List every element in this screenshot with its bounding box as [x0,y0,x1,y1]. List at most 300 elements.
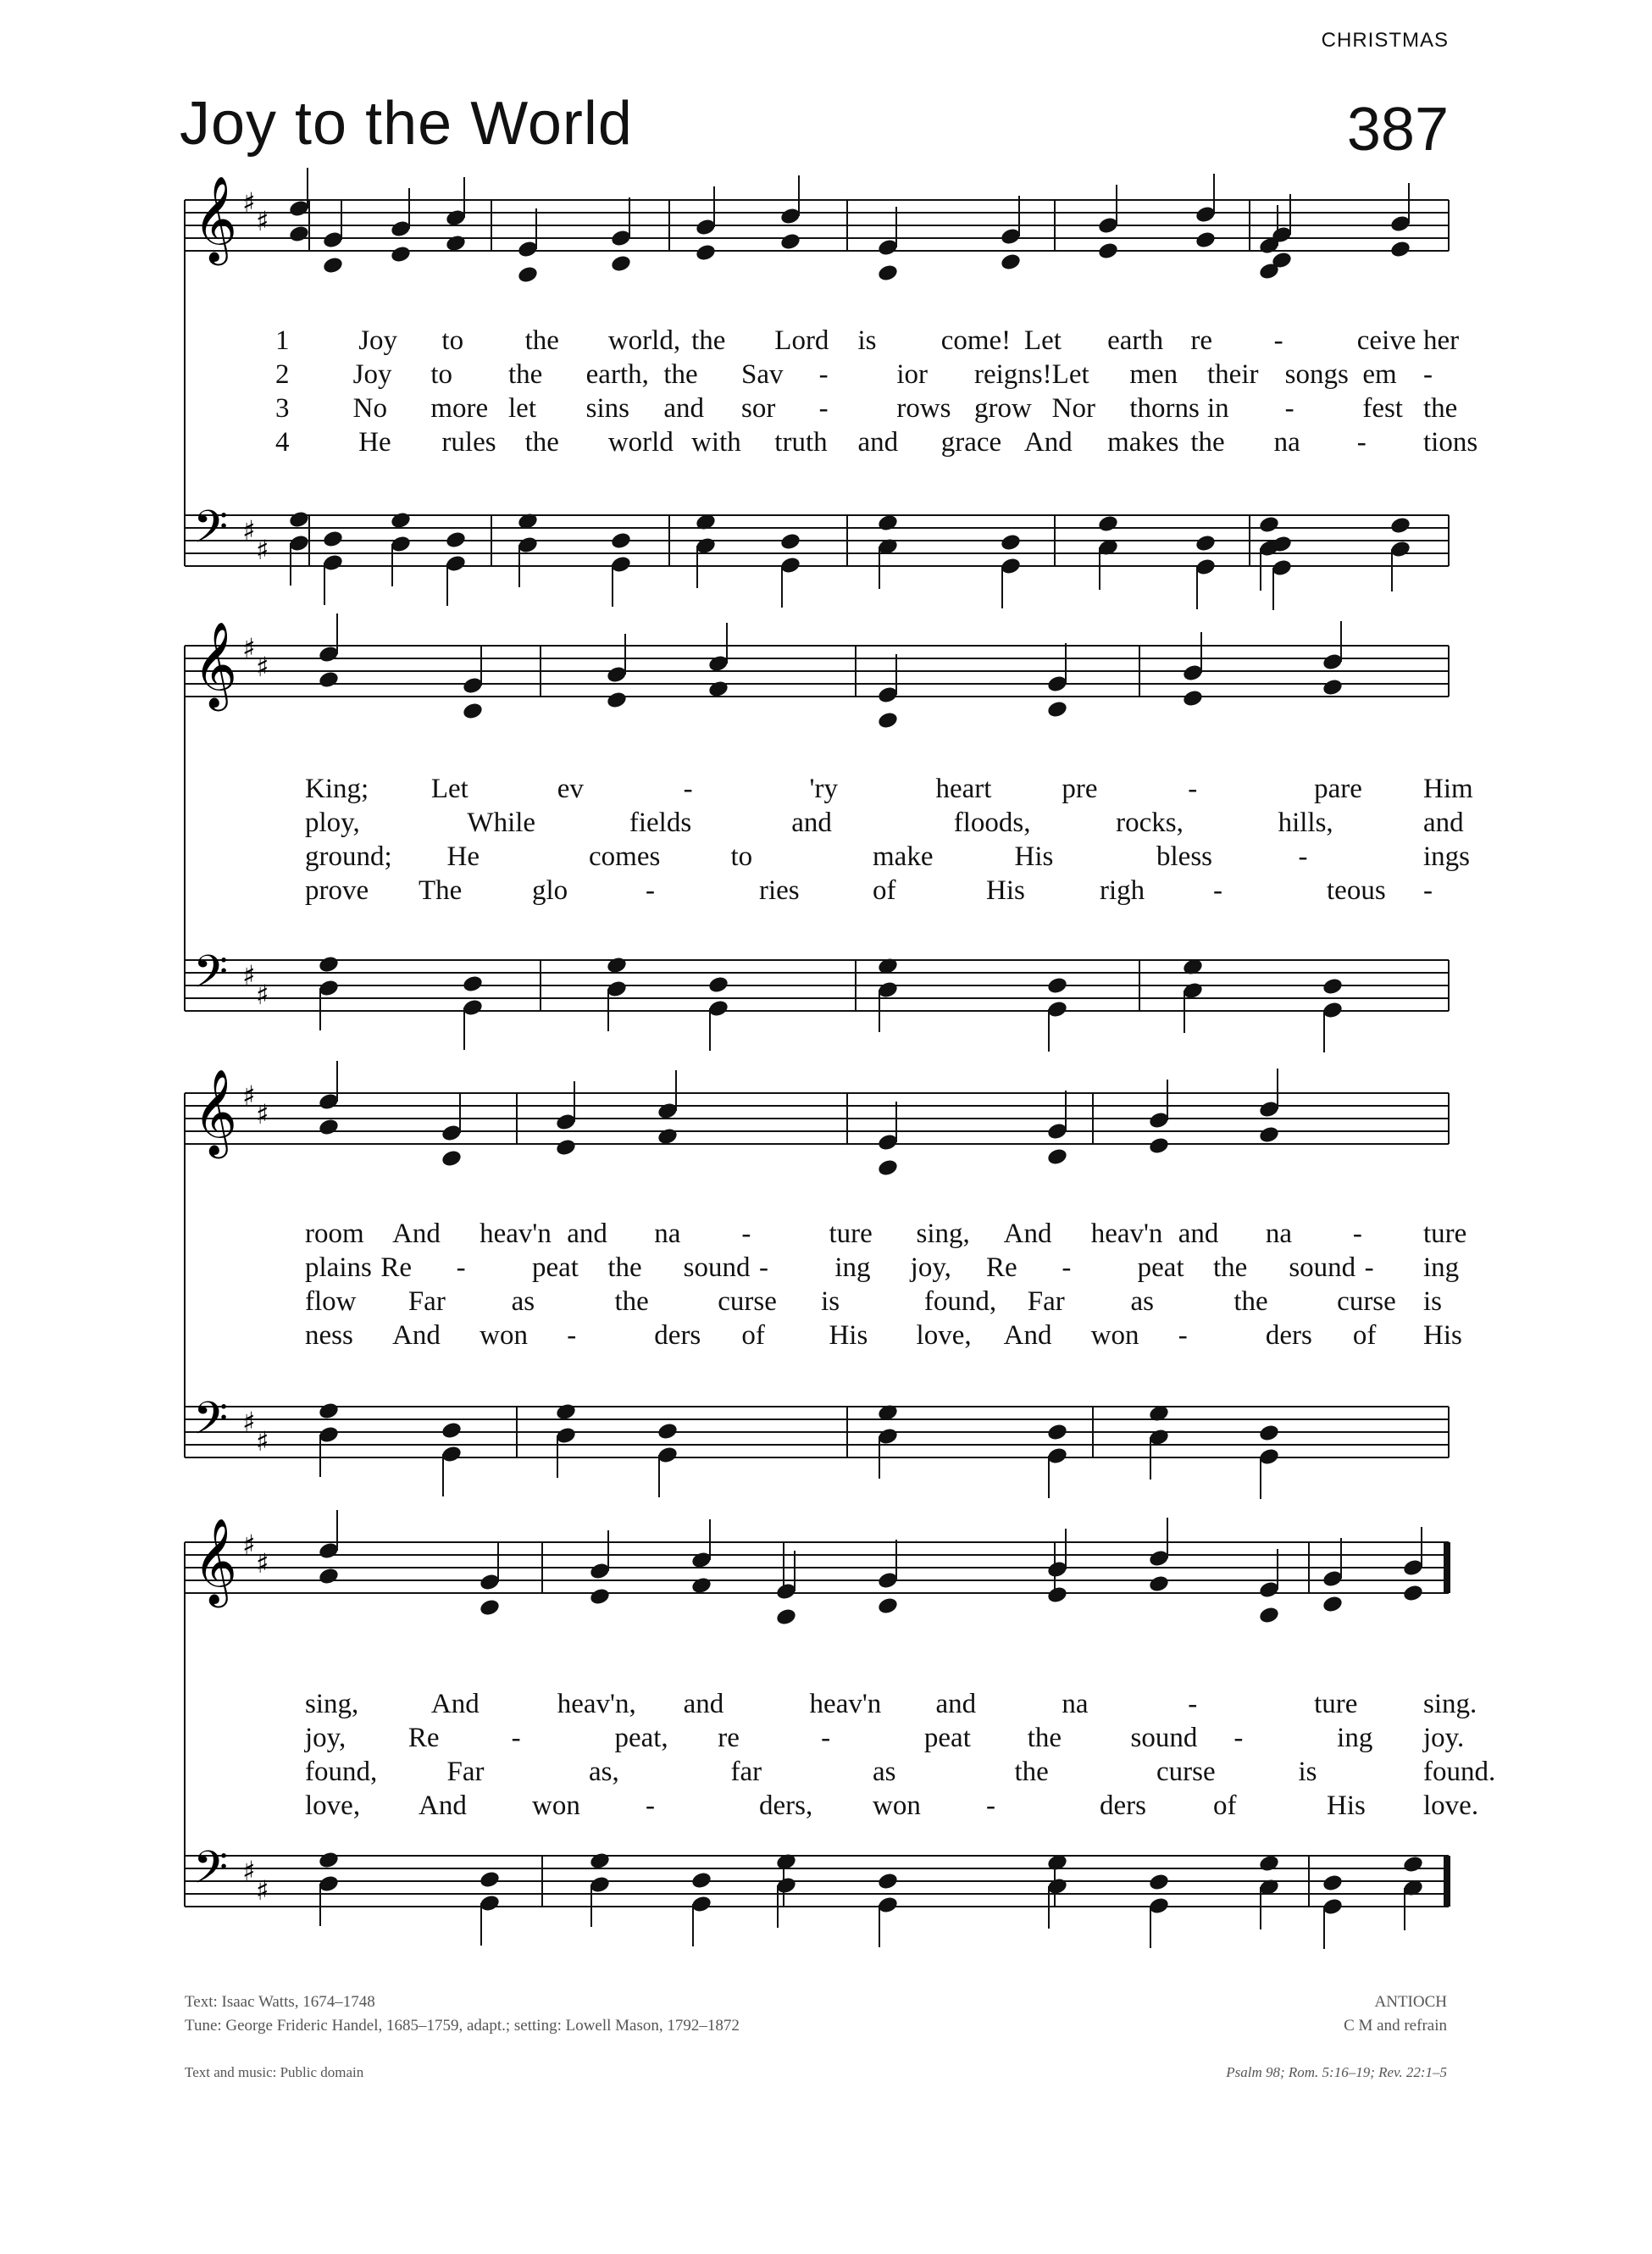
lyric-line-system-3-verse-2 [0,1254,1652,1285]
treble-notehead [1182,688,1204,708]
lyric-syllable: - [456,1252,466,1283]
lyric-syllable: And [419,1790,467,1821]
lyric-syllable: sing. [1423,1689,1477,1719]
lyric-syllable: Let [1051,359,1089,390]
treble-clef-4: 𝄞 [193,1517,238,1604]
lyric-syllable: ders, [759,1790,813,1821]
lyric-syllable: joy, [910,1252,951,1283]
sharp-sign: ♯ [242,1529,256,1561]
lyric-syllable: love, [916,1320,972,1351]
lyric-syllable: sins [585,393,630,424]
lyric-syllable: makes [1107,427,1179,458]
bass-clef-3: 𝄢 [193,1393,229,1456]
lyric-syllable: as [511,1286,535,1317]
lyric-syllable: His [829,1320,868,1351]
lyric-line-system-4-verse-4 [0,1792,1652,1823]
lyric-syllable: na [1273,427,1300,458]
treble-notehead [1097,241,1119,260]
lyric-syllable: ders [1100,1790,1146,1821]
lyric-syllable: 'ry [809,774,838,804]
lyric-syllable: to [430,359,452,390]
bass-notehead [441,1420,463,1440]
sharp-sign: ♯ [256,1547,269,1579]
bass-notehead [1258,514,1280,534]
treble-notehead [877,710,899,730]
lyric-syllable: - [1188,1689,1198,1719]
lyric-syllable: sound [683,1252,751,1283]
lyric-syllable: is [1298,1757,1317,1787]
lyric-syllable: Nor [1051,393,1095,424]
bass-notehead [462,974,484,993]
lyric-syllable: and [791,808,832,838]
lyric-syllable: in [1207,393,1229,424]
lyric-syllable: ing [834,1252,871,1283]
lyric-syllable: the [614,1286,649,1317]
lyric-syllable: let [508,393,536,424]
treble-notehead [1322,1594,1344,1613]
lyric-syllable: earth, [585,359,649,390]
lyric-syllable: the [1190,427,1225,458]
lyric-syllable: the [1213,1252,1248,1283]
lyric-line-system-2-verse-3 [0,843,1652,874]
lyric-syllable: and [567,1219,607,1249]
lyric-syllable: - [646,1790,655,1821]
hymn-number: 387 [1346,96,1449,164]
lyric-syllable: ior [896,359,928,390]
bass-notehead [1046,1422,1068,1441]
lyric-syllable: - [646,875,655,906]
treble-notehead [517,264,539,284]
bass-notehead [1148,1872,1170,1891]
lyric-syllable: the [663,359,698,390]
sharp-sign: ♯ [256,651,269,683]
lyric-line-system-2-verse-4 [0,877,1652,908]
bass-notehead [322,529,344,548]
lyric-syllable: found. [1423,1757,1496,1787]
lyric-syllable: won [873,1790,921,1821]
lyric-syllable: em [1362,359,1397,390]
bass-notehead [1402,1854,1424,1874]
bass-notehead [479,1869,501,1889]
lyric-syllable: ders [1265,1320,1312,1351]
lyric-syllable: far [730,1757,762,1787]
lyric-syllable: heav'n [480,1219,552,1249]
sharp-sign: ♯ [242,1855,256,1887]
lyric-line-system-1-verse-3 [0,395,1652,425]
lyric-syllable: as, [589,1757,619,1787]
lyric-syllable: and [857,427,899,458]
lyric-syllable: the [508,359,543,390]
lyric-syllable: And [392,1320,441,1351]
sharp-sign: ♯ [256,979,269,1011]
lyric-syllable: His [986,875,1025,906]
lyric-syllable: na [1062,1689,1089,1719]
lyric-syllable: - [1423,875,1433,906]
lyric-syllable: pre [1062,774,1098,804]
lyric-syllable: His [1327,1790,1366,1821]
lyric-syllable: While [467,808,536,838]
lyric-syllable: 2 [275,359,290,390]
lyric-syllable: make [873,841,934,872]
lyric-syllable: as [873,1757,896,1787]
bass-notehead [1322,976,1344,996]
lyric-syllable: - [821,1723,831,1753]
lyric-line-system-3-verse-4 [0,1322,1652,1352]
lyric-syllable: 4 [275,427,290,458]
treble-notehead [610,253,632,273]
bass-notehead [1046,975,1068,995]
lyric-syllable: songs [1284,359,1349,390]
bass-notehead [1195,533,1217,552]
lyric-syllable: comes [589,841,661,872]
lyric-syllable: hills, [1278,808,1333,838]
treble-notehead [462,701,484,720]
sharp-sign: ♯ [256,1425,269,1457]
treble-notehead [877,1596,899,1615]
sharp-sign: ♯ [242,514,256,547]
lyric-syllable: the [524,325,559,356]
lyric-syllable: No [352,393,387,424]
lyric-syllable: Re [407,1723,440,1753]
lyric-syllable: the [1423,393,1458,424]
lyric-syllable: Joy [352,359,392,390]
treble-notehead [775,1607,797,1626]
lyric-syllable: found, [923,1286,997,1317]
lyric-syllable: curse [718,1286,777,1317]
lyric-syllable: curse [1337,1286,1396,1317]
treble-clef-1: 𝄞 [193,175,238,262]
lyric-syllable: of [1352,1320,1377,1351]
lyric-syllable: heav'n [1090,1219,1163,1249]
lyric-line-system-3-verse-1 [0,1220,1652,1251]
lyric-syllable: of [1213,1790,1237,1821]
meter: C M and refrain [1344,2017,1447,2035]
lyric-syllable: Lord [774,325,829,356]
sharp-sign: ♯ [256,1874,269,1907]
lyric-syllable: And [1003,1320,1052,1351]
sharp-sign: ♯ [242,959,256,991]
lyric-syllable: thorns [1129,393,1200,424]
final-barline [1444,1542,1450,1593]
lyric-syllable: - [1364,1252,1374,1283]
treble-notehead [1046,1585,1068,1604]
treble-notehead [322,255,344,275]
treble-notehead [318,669,340,689]
lyric-syllable: Re [986,1252,1017,1283]
lyric-syllable: love, [305,1790,361,1821]
lyric-syllable: with [691,427,741,458]
lyric-line-system-1-verse-2 [0,361,1652,391]
lyric-syllable: sor [741,393,776,424]
lyric-syllable: righ [1100,875,1145,906]
treble-notehead [555,1137,577,1157]
lyric-syllable: love. [1423,1790,1479,1821]
lyric-syllable: grace [940,427,1002,458]
lyric-syllable: - [1273,325,1283,356]
bass-notehead [318,1401,340,1420]
treble-notehead [606,690,628,709]
bass-notehead [318,1850,340,1869]
treble-notehead [390,244,412,264]
lyric-syllable: ings [1423,841,1471,872]
treble-notehead [318,1566,340,1585]
lyric-syllable: sing, [916,1219,970,1249]
bass-notehead [288,509,310,529]
section-label: CHRISTMAS [1321,29,1449,52]
lyric-syllable: He [446,841,480,872]
lyric-syllable: - [1233,1723,1244,1753]
bass-notehead [779,531,801,551]
lyric-syllable: heav'n, [557,1689,636,1719]
sharp-sign: ♯ [242,1406,256,1438]
lyric-syllable: and [1423,808,1464,838]
lyric-syllable: fields [629,808,692,838]
treble-notehead [589,1586,611,1606]
bass-notehead [1322,1873,1344,1892]
lyric-syllable: found, [305,1757,378,1787]
lyric-syllable: is [857,325,877,356]
lyric-syllable: - [683,774,693,804]
text-credit: Text: Isaac Watts, 1674–1748 [185,1993,375,2011]
lyric-syllable: reigns! [974,359,1052,390]
lyric-syllable: ture [1423,1219,1467,1249]
lyric-syllable: the [607,1252,642,1283]
lyric-syllable: Re [380,1252,412,1283]
lyric-syllable: and [1178,1219,1219,1249]
lyric-syllable: sound [1289,1252,1356,1283]
lyric-syllable: ploy, [305,808,360,838]
lyric-syllable: won [1090,1320,1139,1351]
lyric-line-system-1-verse-1 [0,327,1652,358]
sharp-sign: ♯ [242,632,256,664]
lyric-syllable: peat [1137,1252,1184,1283]
lyric-syllable: He [358,427,391,458]
lyric-syllable: plains [305,1252,372,1283]
treble-notehead [877,1158,899,1177]
lyric-syllable: of [873,875,896,906]
lyric-syllable: won [480,1320,528,1351]
lyric-syllable: heav'n [809,1689,882,1719]
lyric-syllable: The [419,875,463,906]
lyric-syllable: 3 [275,393,290,424]
lyric-line-system-1-verse-4 [0,429,1652,459]
lyric-syllable: to [441,325,464,356]
bass-notehead [1000,532,1022,552]
lyric-syllable: And [392,1219,441,1249]
lyric-syllable: peat, [614,1723,668,1753]
lyric-syllable: Joy [358,325,398,356]
lyric-syllable: their [1207,359,1259,390]
lyric-syllable: Let [430,774,468,804]
treble-notehead [1046,1146,1068,1166]
lyric-syllable: - [1284,393,1294,424]
lyric-syllable: of [741,1320,765,1351]
lyric-syllable: ing [1423,1252,1460,1283]
bass-notehead [707,974,729,994]
lyric-line-system-4-verse-2 [0,1724,1652,1755]
lyric-syllable: the [1014,1757,1049,1787]
lyric-syllable: peat [923,1723,971,1753]
lyric-syllable: heart [935,774,992,804]
lyric-syllable: ries [759,875,800,906]
lyric-syllable: - [1062,1252,1072,1283]
bass-notehead [318,954,340,974]
lyric-syllable: And [1003,1219,1052,1249]
treble-notehead [1000,252,1022,271]
lyric-syllable: earth [1107,325,1164,356]
lyric-syllable: and [683,1689,724,1719]
lyric-syllable: Far [1027,1286,1065,1317]
lyric-syllable: as [1130,1286,1155,1317]
lyric-syllable: room [305,1219,364,1249]
lyric-syllable: prove [305,875,369,906]
treble-notehead [779,231,801,251]
treble-notehead [479,1597,501,1617]
bass-clef-2: 𝄢 [193,947,229,1009]
treble-notehead [441,1148,463,1168]
treble-notehead [288,224,310,243]
scripture-refs: Psalm 98; Rom. 5:16–19; Rev. 22:1–5 [1226,2064,1447,2080]
lyric-syllable: truth [774,427,828,458]
lyric-syllable: - [1298,841,1308,872]
hymn-title: Joy to the World [180,90,633,158]
lyric-syllable: Let [1023,325,1062,356]
lyric-syllable: ground; [305,841,392,872]
treble-clef-3: 𝄞 [193,1068,238,1155]
lyric-syllable: - [1356,427,1367,458]
sharp-sign: ♯ [256,205,269,237]
lyric-syllable: more [430,393,489,424]
lyric-syllable: King; [305,774,369,804]
lyric-syllable: And [430,1689,480,1719]
lyric-syllable: ders [654,1320,701,1351]
lyric-syllable: - [741,1219,751,1249]
lyric-line-system-2-verse-1 [0,775,1652,806]
lyric-syllable: - [818,359,829,390]
lyric-syllable: joy, [305,1723,346,1753]
treble-notehead [1258,1124,1280,1144]
lyric-syllable: floods, [953,808,1031,838]
bass-notehead [445,530,467,549]
lyric-syllable: the [691,325,726,356]
lyric-syllable: men [1129,359,1178,390]
lyric-syllable: and [935,1689,977,1719]
lyric-syllable: the [524,427,559,458]
treble-notehead [1046,699,1068,719]
lyric-line-system-3-verse-3 [0,1288,1652,1319]
treble-notehead [877,263,899,282]
lyric-syllable: re [718,1723,740,1753]
lyric-syllable: curse [1156,1757,1216,1787]
lyric-syllable: world, [607,325,681,356]
bass-notehead [877,1871,899,1890]
lyric-syllable: His [1423,1320,1462,1351]
lyric-syllable: Sav [741,359,784,390]
lyric-syllable: rocks, [1116,808,1184,838]
lyric-syllable: Far [446,1757,485,1787]
lyric-syllable: - [1352,1219,1362,1249]
lyric-syllable: come! [940,325,1012,356]
lyric-syllable: Him [1423,774,1473,804]
final-barline [1444,1856,1450,1907]
bass-clef-1: 𝄢 [193,502,229,564]
lyric-syllable: ture [1314,1689,1358,1719]
lyric-syllable: His [1014,841,1054,872]
treble-notehead [1389,239,1411,258]
lyric-syllable: - [1423,359,1433,390]
lyric-line-system-4-verse-3 [0,1758,1652,1789]
lyric-syllable: and [663,393,704,424]
lyric-syllable: world [607,427,674,458]
lyric-syllable: grow [974,393,1032,424]
lyric-syllable: ness [305,1320,353,1351]
lyric-syllable: is [1423,1286,1443,1317]
treble-notehead [1148,1574,1170,1593]
sharp-sign: ♯ [242,186,256,219]
lyric-syllable: tions [1423,427,1478,458]
bass-notehead [1389,515,1411,535]
tune-name: ANTIOCH [1374,1993,1447,2011]
lyric-syllable: the [1027,1723,1062,1753]
lyric-syllable: is [821,1286,840,1317]
sharp-sign: ♯ [256,1098,269,1130]
lyric-syllable: - [986,1790,995,1821]
lyric-syllable: - [759,1252,768,1283]
treble-notehead [1258,1605,1280,1624]
lyric-syllable: the [1233,1286,1268,1317]
lyric-syllable: teous [1327,875,1386,906]
lyric-line-system-4-verse-1 [0,1690,1652,1721]
lyric-syllable: - [1178,1320,1188,1351]
lyric-line-system-2-verse-2 [0,809,1652,840]
lyric-syllable: na [1265,1219,1292,1249]
sharp-sign: ♯ [256,534,269,566]
lyric-syllable: rows [896,393,951,424]
bass-clef-4: 𝄢 [193,1842,229,1905]
treble-notehead [695,242,717,262]
lyric-syllable: ev [557,774,584,804]
lyric-syllable: won [532,1790,580,1821]
lyric-syllable: - [1188,774,1198,804]
lyric-syllable: pare [1314,774,1362,804]
treble-notehead [1148,1135,1170,1155]
sharp-sign: ♯ [242,1080,256,1112]
lyric-syllable: her [1423,325,1460,356]
lyric-syllable: ceive [1356,325,1416,356]
lyric-syllable: peat [532,1252,579,1283]
lyric-syllable: - [567,1320,577,1351]
tune-credit: Tune: George Frideric Handel, 1685–1759, adapt.; setting: Lowell Mason, 1792–1872 [185,2017,740,2035]
lyric-syllable: Far [407,1286,446,1317]
treble-notehead [1322,677,1344,697]
lyric-syllable: 1 [275,325,290,356]
treble-notehead [318,1117,340,1136]
lyric-syllable: bless [1156,841,1212,872]
lyric-syllable: to [730,841,753,872]
treble-notehead [1195,230,1217,249]
lyric-syllable: - [511,1723,521,1753]
lyric-syllable: joy. [1423,1723,1465,1753]
lyric-syllable: re [1190,325,1212,356]
lyric-syllable: glo [532,875,568,906]
copyright: Text and music: Public domain [185,2064,364,2080]
bass-notehead [610,530,632,550]
bass-notehead [1258,1423,1280,1442]
treble-clef-2: 𝄞 [193,620,238,708]
lyric-syllable: fest [1362,393,1403,424]
lyric-syllable: sound [1130,1723,1198,1753]
lyric-syllable: And [1023,427,1073,458]
